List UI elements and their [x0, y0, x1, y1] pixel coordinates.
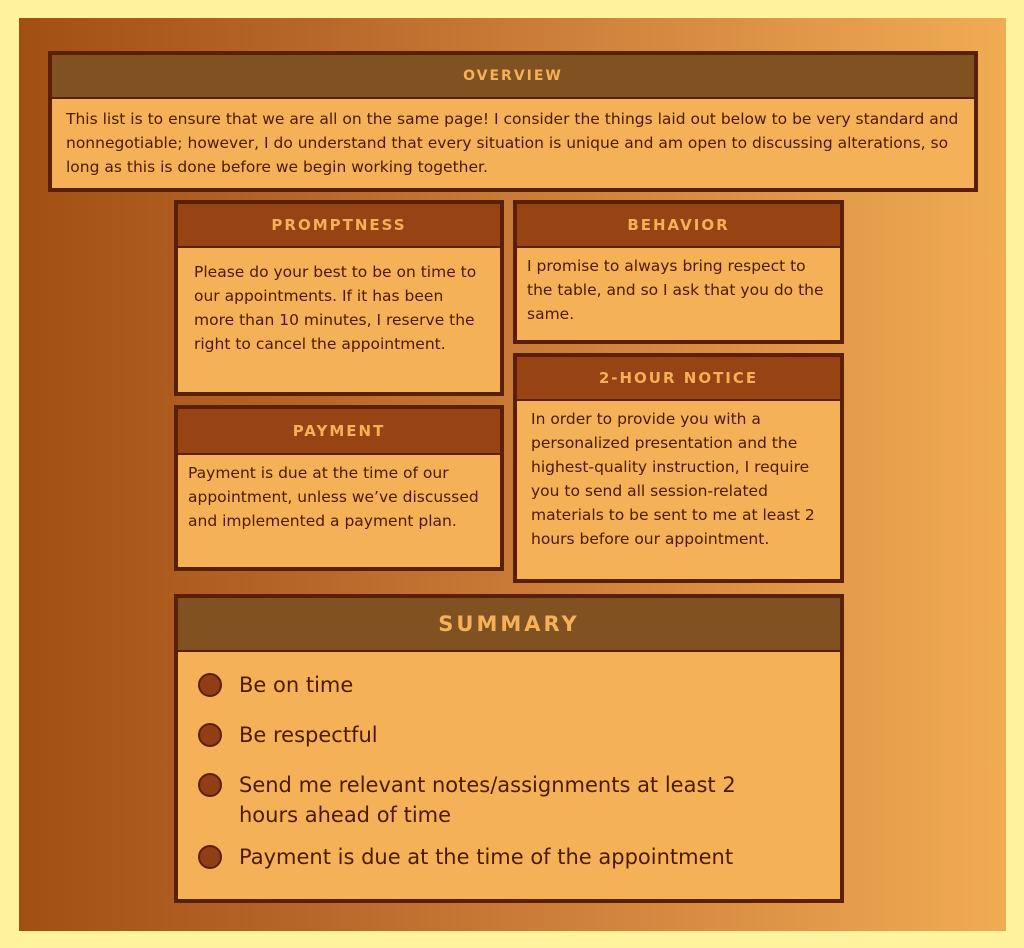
bullet-icon [198, 673, 222, 697]
behavior-card [513, 200, 844, 344]
payment-card [174, 405, 504, 571]
summary-list [178, 652, 840, 872]
payment-text: Payment is due at the time of our appointment, unless we’ve discussed and implemented a payment plan. [188, 464, 479, 530]
summary-item-text: Payment is due at the time of the appointment [239, 845, 734, 869]
overview-card [48, 51, 978, 192]
behavior-text: I promise to always bring respect to the table, and so I ask that you do the same. [527, 257, 824, 323]
payment-title: PAYMENT [178, 409, 500, 455]
overview-title: OVERVIEW [52, 55, 974, 99]
bullet-icon [198, 845, 222, 869]
promptness-text: Please do your best to be on time to our appointments. If it has been more than 10 minutes, I reserve the right to cancel the appointment. [194, 263, 477, 353]
notice-card [513, 353, 844, 583]
summary-item-text: Send me relevant notes/assignments at least 2 hours ahead of time [239, 773, 736, 827]
notice-text: In order to provide you with a personalized presentation and the highest-quality instruction, I require you to send all session-related materials to be sent to me at least 2 hours before our appointment. [531, 410, 815, 548]
promptness-title: PROMPTNESS [178, 204, 500, 248]
summary-item [198, 770, 788, 830]
promptness-card [174, 200, 504, 396]
summary-item [198, 720, 788, 750]
summary-item-text: Be on time [239, 673, 354, 697]
summary-item-text: Be respectful [239, 723, 378, 747]
notice-title: 2-HOUR NOTICE [517, 357, 840, 401]
summary-card [174, 594, 844, 903]
summary-item [198, 670, 788, 700]
summary-item [198, 842, 788, 872]
bullet-icon [198, 723, 222, 747]
behavior-title: BEHAVIOR [517, 204, 840, 248]
summary-title: SUMMARY [178, 598, 840, 652]
overview-text: This list is to ensure that we are all on the same page! I consider the things laid out below to be very standard and nonnegotiable; however, I do understand that every situation is unique and am open to discussing alterations, so long as this is done before we begin working together. [66, 110, 959, 176]
bullet-icon [198, 773, 222, 797]
